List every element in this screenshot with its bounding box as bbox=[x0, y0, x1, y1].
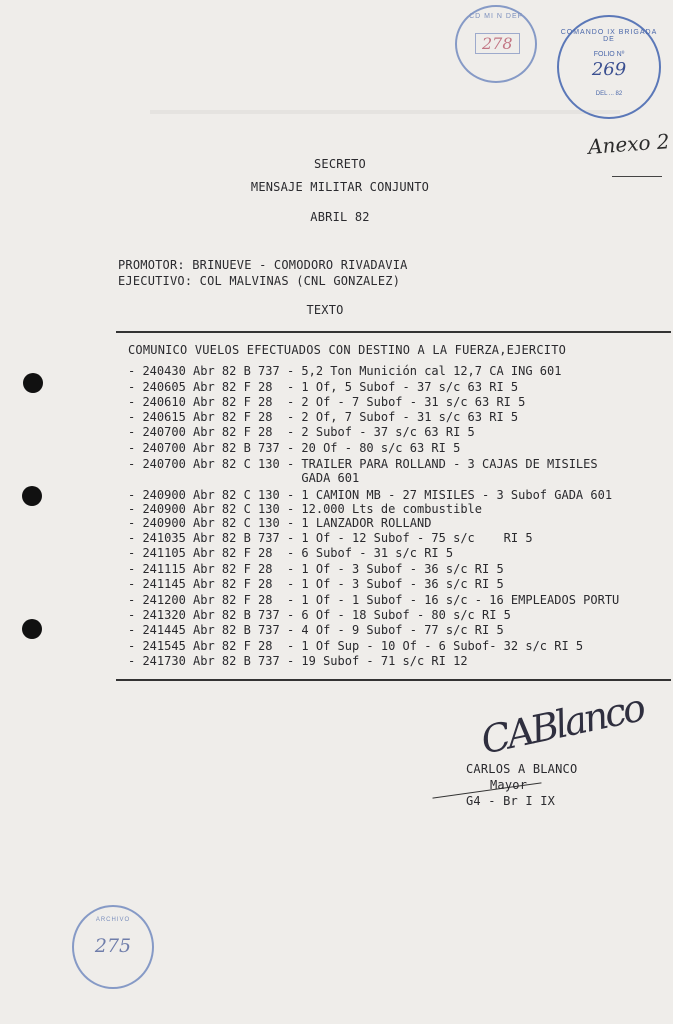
annex-label: Anexo 2 bbox=[587, 129, 671, 159]
document-date: ABRIL 82 bbox=[310, 210, 370, 224]
faint-bleed-line bbox=[150, 110, 620, 114]
flight-row: GADA 601 bbox=[128, 471, 360, 485]
punch-hole bbox=[22, 486, 42, 506]
stamp-number: 278 bbox=[475, 33, 520, 54]
signer-rank: Mayor bbox=[490, 778, 528, 792]
bottom-rule bbox=[116, 679, 671, 681]
flight-row: - 240430 Abr 82 B 737 - 5,2 Ton Munición cal 12,7 CA ING 601 bbox=[128, 364, 562, 378]
handwritten-signature: CABlanco bbox=[477, 685, 647, 763]
flight-row: - 240900 Abr 82 C 130 - 1 LANZADOR ROLLAND bbox=[128, 516, 432, 530]
punch-hole bbox=[22, 619, 42, 639]
folio-stamp: COMANDO IX BRIGADA DE FOLIO Nº 269 DEL ... 82 bbox=[557, 15, 661, 119]
flight-row: - 240900 Abr 82 C 130 - 12.000 Lts de combustible bbox=[128, 502, 483, 516]
flight-row: - 241445 Abr 82 B 737 - 4 Of - 9 Subof - 77 s/c RI 5 bbox=[128, 623, 504, 637]
flight-row: - 240700 Abr 82 F 28 - 2 Subof - 37 s/c 63 RI 5 bbox=[128, 425, 475, 439]
flight-row: - 240700 Abr 82 C 130 - TRAILER PARA ROLLAND - 3 CAJAS DE MISILES bbox=[128, 457, 598, 471]
signer-name: CARLOS A BLANCO bbox=[466, 762, 578, 776]
flight-row: - 241545 Abr 82 F 28 - 1 Of Sup - 10 Of - 6 Subof- 32 s/c RI 5 bbox=[128, 639, 584, 653]
ejecutivo-line: EJECUTIVO: COL MALVINAS (CNL GONZALEZ) bbox=[118, 274, 401, 288]
archive-stamp-bottom: ARCHIVO 275 bbox=[72, 905, 154, 989]
flight-row: - 240700 Abr 82 B 737 - 20 Of - 80 s/c 63 RI 5 bbox=[128, 441, 461, 455]
flight-row: - 241105 Abr 82 F 28 - 6 Subof - 31 s/c RI 5 bbox=[128, 546, 454, 560]
top-rule bbox=[116, 331, 671, 333]
stamp-number: 275 bbox=[94, 935, 132, 957]
flight-row: - 241035 Abr 82 B 737 - 1 Of - 12 Subof - 75 s/c RI 5 bbox=[128, 531, 533, 545]
flight-row: - 240900 Abr 82 C 130 - 1 CAMION MB - 27 MISILES - 3 Subof GADA 601 bbox=[128, 488, 613, 502]
folio-number: 269 bbox=[591, 59, 627, 80]
promotor-line: PROMOTOR: BRINUEVE - COMODORO RIVADAVIA bbox=[118, 258, 408, 272]
punch-hole bbox=[23, 373, 43, 393]
flight-row: - 240615 Abr 82 F 28 - 2 Of, 7 Subof - 31 s/c 63 RI 5 bbox=[128, 410, 519, 424]
flight-row: - 241145 Abr 82 F 28 - 1 Of - 3 Subof - 36 s/c RI 5 bbox=[128, 577, 504, 591]
annex-underline bbox=[612, 176, 662, 177]
flight-row: - 241115 Abr 82 F 28 - 1 Of - 3 Subof - 36 s/c RI 5 bbox=[128, 562, 504, 576]
texto-label: TEXTO bbox=[306, 303, 344, 317]
signer-unit: G4 - Br I IX bbox=[466, 794, 556, 808]
message-intro: COMUNICO VUELOS EFECTUADOS CON DESTINO A LA FUERZA,EJERCITO bbox=[128, 343, 567, 357]
flight-row: - 241320 Abr 82 B 737 - 6 Of - 18 Subof - 80 s/c RI 5 bbox=[128, 608, 511, 622]
flight-row: - 241200 Abr 82 F 28 - 1 Of - 1 Subof - 16 s/c - 16 EMPLEADOS PORTU bbox=[128, 593, 620, 607]
archive-stamp-top-left: CD MI N DEF 278 bbox=[455, 5, 537, 83]
flight-row: - 240605 Abr 82 F 28 - 1 Of, 5 Subof - 37 s/c 63 RI 5 bbox=[128, 380, 519, 394]
flight-row: - 241730 Abr 82 B 737 - 19 Subof - 71 s/c RI 12 bbox=[128, 654, 468, 668]
classification: SECRETO bbox=[314, 157, 366, 171]
flight-row: - 240610 Abr 82 F 28 - 2 Of - 7 Subof - 31 s/c 63 RI 5 bbox=[128, 395, 526, 409]
document-title: MENSAJE MILITAR CONJUNTO bbox=[250, 180, 430, 194]
